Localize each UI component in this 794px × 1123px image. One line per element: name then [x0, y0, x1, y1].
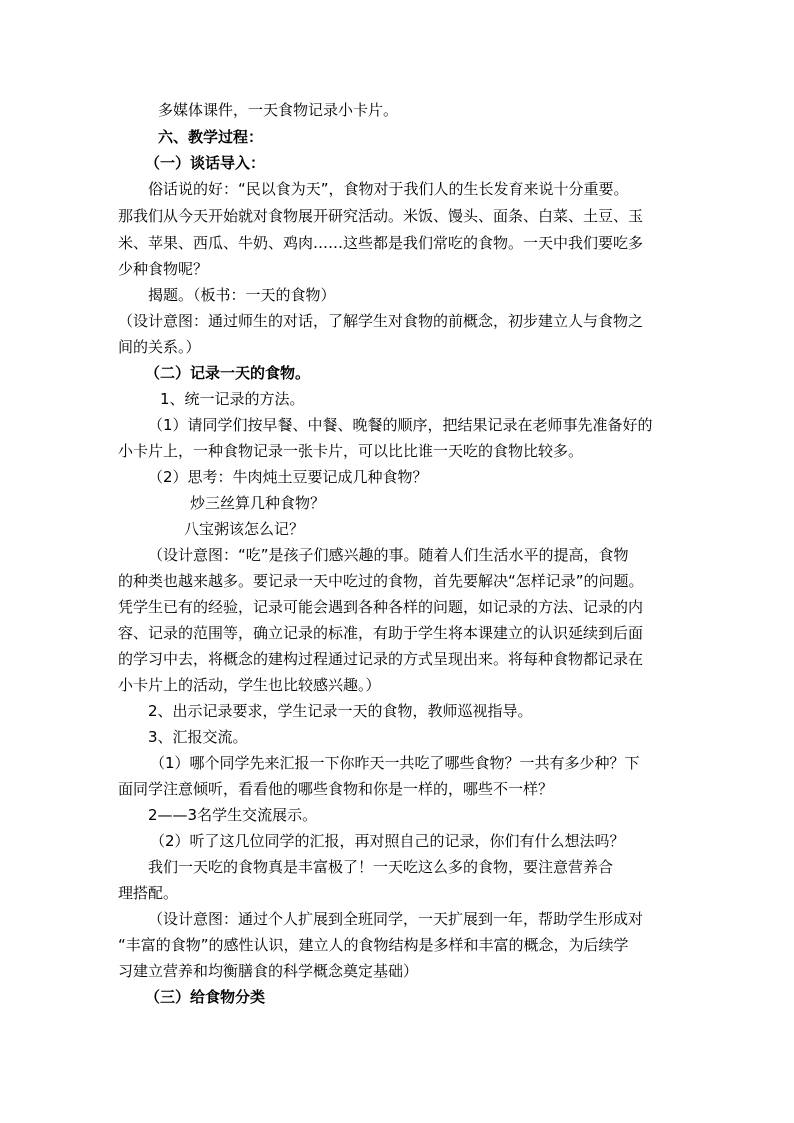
paragraph-line: 3、汇报交流。 [148, 728, 248, 746]
design-intent-line: 小卡片上的活动，学生也比较感兴趣。） [118, 676, 381, 694]
paragraph-line: 米、苹果、西瓜、牛奶、鸡肉……这些都是我们常吃的食物。一天中我们要吃多 [118, 234, 644, 252]
paragraph-line: 少种食物呢？ [118, 260, 209, 278]
paragraph-line: （2）听了这几位同学的汇报，再对照自己的记录，你们有什么想法吗？ [150, 832, 625, 850]
paragraph-line: （1）请同学们按早餐、中餐、晚餐的顺序，把结果记录在老师事先准备好的 [148, 416, 653, 434]
line-materials: 多媒体课件，一天食物记录小卡片。 [158, 101, 399, 119]
paragraph-line: （2）思考：牛肉炖土豆要记成几种食物？ [148, 468, 428, 486]
paragraph-line: 小卡片上，一种食物记录一张卡片，可以比比谁一天吃的食物比较多。 [118, 442, 584, 460]
paragraph-line: 面同学注意倾听，看看他的哪些食物和你是一样的，哪些不一样？ [118, 780, 554, 798]
design-intent-line: 凭学生已有的经验，记录可能会遇到各种各样的问题，如记录的方法、记录的内 [118, 598, 644, 616]
paragraph-line: （1）哪个同学先来汇报一下你昨天一共吃了哪些食物？一共有多少种？下 [150, 754, 640, 772]
paragraph-line: 俗话说的好：“民以食为天”，食物对于我们人的生长发育来说十分重要。 [148, 180, 629, 198]
design-intent-line: （设计意图：通过个人扩展到全班同学，一天扩展到一年，帮助学生形成对 [148, 910, 644, 928]
design-intent-line: 的学习中去，将概念的建构过程通过记录的方式呈现出来。将每种食物都记录在 [118, 650, 644, 668]
paragraph-line: 我们一天吃的食物真是丰富极了！一天吃这么多的食物，要注意营养合 [148, 858, 614, 876]
design-intent-line: “丰富的食物”的感性认识，建立人的食物结构是多样和丰富的概念，为后续学 [118, 936, 629, 954]
paragraph-line: 炒三丝算几种食物？ [190, 494, 326, 512]
paragraph-line: 八宝粥该怎么记？ [184, 520, 305, 538]
design-intent-line: 容、记录的范围等，确立记录的标准，有助于学生将本课建立的认识延续到后面 [118, 624, 644, 642]
design-intent-line: （设计意图：通过师生的对话，了解学生对食物的前概念，初步建立人与食物之 [118, 312, 644, 330]
design-intent-line: （设计意图：“吃”是孩子们感兴趣的事。随着人们生活水平的提高，食物 [148, 546, 629, 564]
design-intent-line: 间的关系。） [118, 338, 201, 356]
paragraph-line: 1、统一记录的方法。 [160, 390, 305, 408]
paragraph-line: 理搭配。 [118, 884, 179, 902]
design-intent-line: 习建立营养和均衡膳食的科学概念奠定基础） [118, 962, 419, 980]
paragraph-line: 2——3名学生交流展示。 [148, 806, 318, 824]
paragraph-line: 2、出示记录要求，学生记录一天的食物，教师巡视指导。 [148, 702, 533, 720]
heading-section-3: （三）给食物分类 [145, 988, 266, 1006]
paragraph-line: 揭题。（板书：一天的食物） [148, 286, 336, 304]
heading-section-1: （一）谈话导入： [145, 154, 266, 172]
design-intent-line: 的种类也越来越多。要记录一天中吃过的食物，首先要解决“怎样记录”的问题。 [118, 572, 644, 590]
paragraph-line: 那我们从今天开始就对食物展开研究活动。米饭、馒头、面条、白菜、土豆、玉 [118, 207, 644, 225]
heading-section-2: （二）记录一天的食物。 [145, 364, 311, 382]
heading-teaching-process: 六、教学过程： [158, 128, 264, 146]
